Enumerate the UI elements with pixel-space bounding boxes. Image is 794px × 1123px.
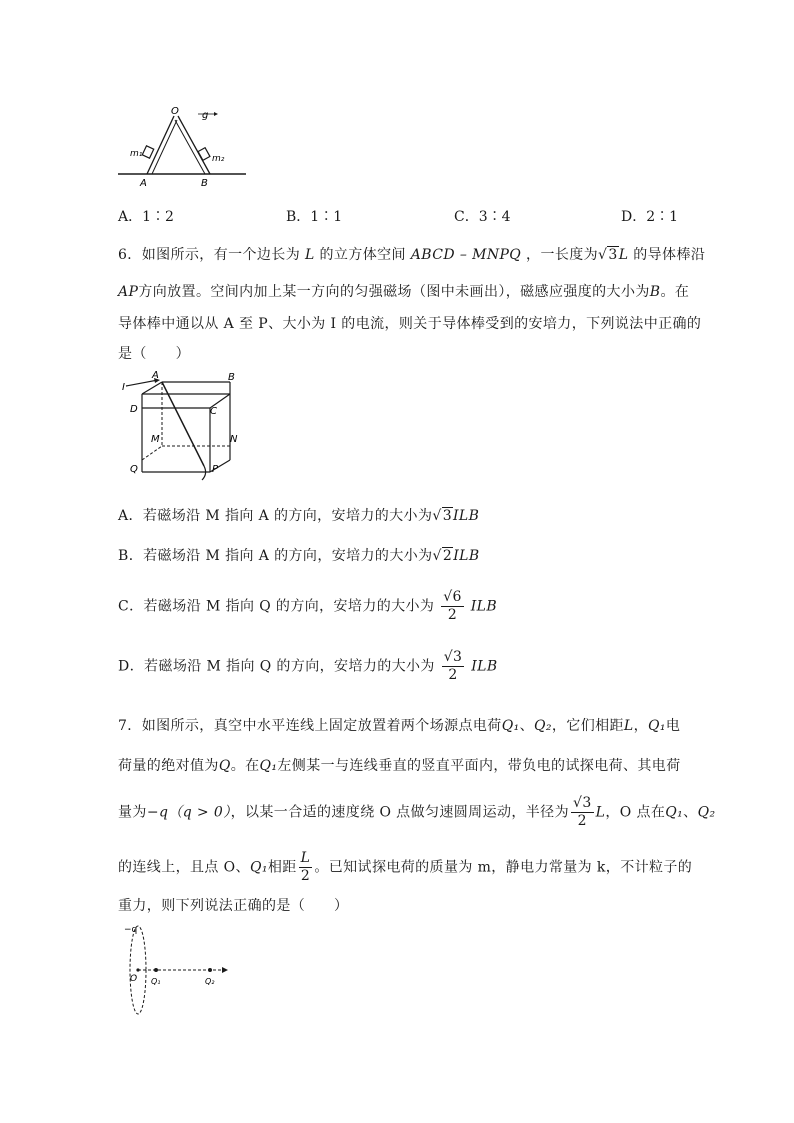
q7-line-5: 重力，则下列说法正确的是（ ） [118, 898, 349, 914]
q5-option-c[interactable]: C．3∶4 [454, 209, 511, 225]
q6-line-4: 是（ ） [118, 346, 190, 362]
label-i: I [122, 382, 125, 393]
figure-charges [118, 920, 238, 1020]
q6-option-d[interactable]: D．若磁场沿 M 指向 Q 的方向，安培力的大小为 $\frac{√3}{2}$ ILB [118, 649, 498, 683]
label-a: A [152, 370, 159, 381]
q6-line-1: 6．如图所示，有一个边长为 L 的立方体空间 ABCD – MNPQ ，一长度为√3L 的导体棒沿 [118, 247, 706, 263]
q5-option-b[interactable]: B．1∶1 [286, 209, 343, 225]
figure-cube [118, 368, 248, 488]
q5-option-a[interactable]: A．1∶2 [118, 209, 174, 225]
label-b: B [228, 372, 235, 383]
q7-line-4: 的连线上，且点 O、Q₁相距 $\frac{L}{2}$ 。已知试探电荷的质量为 m，静电力常量为 k，不计粒子的 [118, 850, 693, 884]
label-o: O [171, 106, 179, 117]
label-c: C [210, 406, 217, 417]
arrow-icon [214, 112, 218, 116]
q6-option-b[interactable]: B．若磁场沿 M 指向 A 的方向，安培力的大小为√2ILB [118, 548, 480, 564]
q5-option-d[interactable]: D．2∶1 [621, 209, 679, 225]
q5-options [118, 206, 678, 226]
label-q2: Q₂ [205, 977, 215, 986]
q7-line-2: 荷量的绝对值为Q。在Q₁左侧某一与连线垂直的竖直平面内，带负电的试探电荷、其电荷 [118, 758, 681, 774]
q6-option-a[interactable]: A．若磁场沿 M 指向 A 的方向，安培力的大小为√3ILB [118, 508, 480, 524]
q7-line-3: 量为−q（q > 0），以某一合适的速度绕 O 点做匀速圆周运动，半径为 $\frac{√3}{2}$ L，O 点在Q₁、Q₂ [118, 795, 716, 829]
label-n: N [230, 434, 238, 445]
q6-line-3: 导体棒中通以从 A 至 P、大小为 I 的电流，则关于导体棒受到的安培力，下列说法中正确的 [118, 316, 702, 332]
label-o: O [130, 974, 138, 984]
q7-line-1: 7．如图所示，真空中水平连线上固定放置着两个场源点电荷Q₁、Q₂，它们相距L，Q₁电 [118, 718, 681, 734]
sqrt-3: √3 [598, 247, 618, 263]
label-b: B [201, 178, 208, 189]
label-q1: Q₁ [151, 977, 161, 986]
label-m: M [151, 434, 160, 445]
label-g: g [202, 110, 209, 121]
label-d: D [130, 404, 138, 415]
q6-option-c[interactable]: C．若磁场沿 M 指向 Q 的方向，安培力的大小为 $\frac{√6}{2}$ ILB [118, 589, 498, 623]
q6-line-2: AP方向放置。空间内加上某一方向的匀强磁场（图中未画出），磁感应强度的大小为B。在 [118, 284, 690, 300]
label-m2: m₂ [212, 154, 225, 164]
label-a: A [140, 178, 147, 189]
figure-triangle-blocks [118, 100, 248, 192]
arrow-icon [222, 967, 228, 973]
label-m1: m₁ [130, 149, 143, 159]
label-neg-q: −q [124, 925, 138, 935]
label-q: Q [130, 464, 138, 475]
label-p: P [212, 464, 219, 475]
